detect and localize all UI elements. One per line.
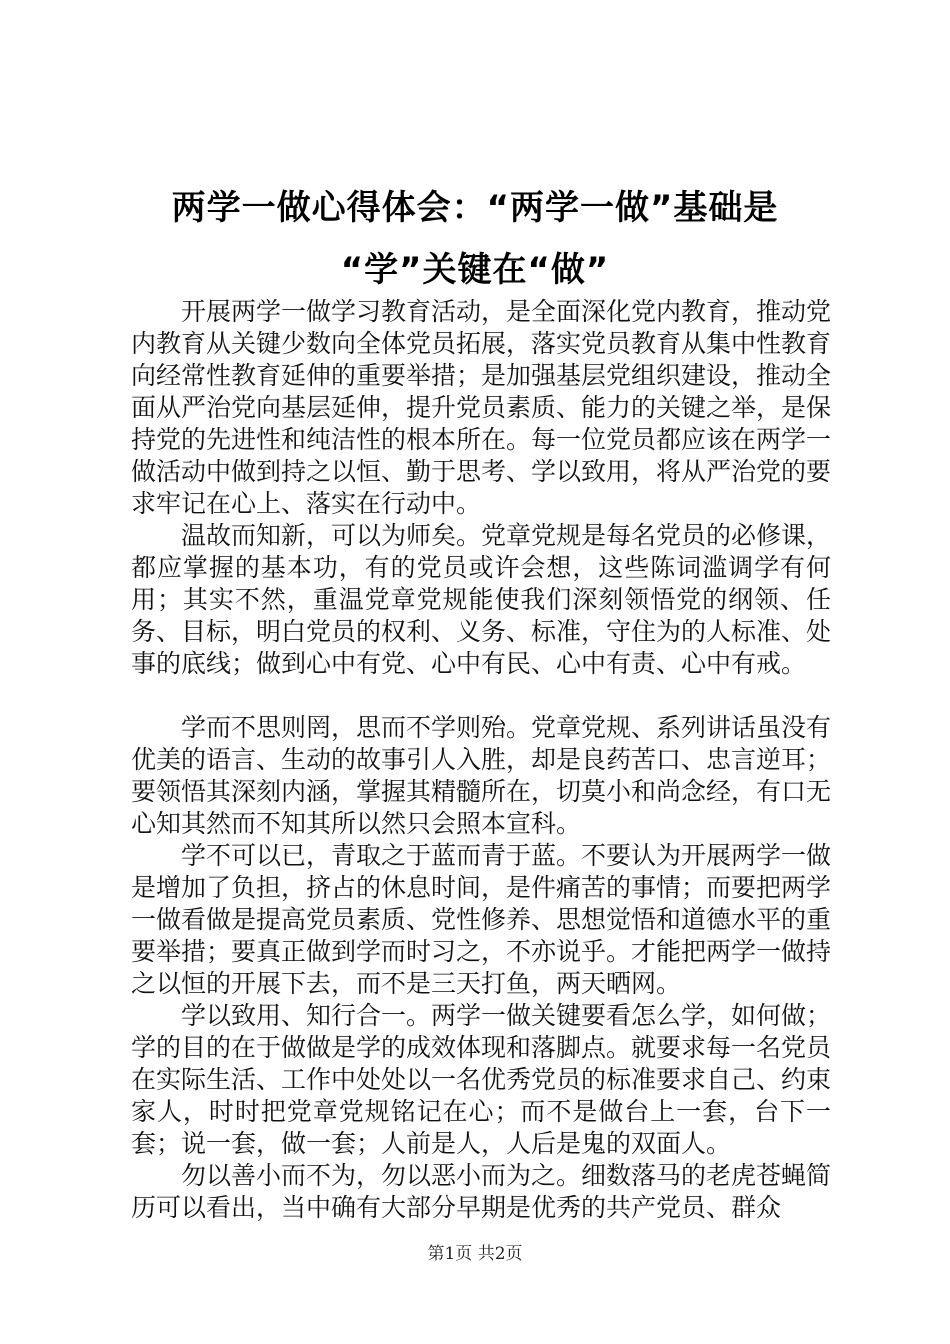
page-number-footer: 第1页 共2页 <box>427 1244 523 1264</box>
paragraph-4: 学不可以已，青取之于蓝而青于蓝。不要认为开展两学一做是增加了负担，挤占的休息时间，是件痛苦的事情；而要把两学一做看做是提高党员素质、党性修养、思想觉悟和道德水平的重要举措；要真正做到学而时习之，不亦说乎。才能把两学一做持之以恒的开展下去，而不是三天打鱼，两天晒网。 <box>131 841 832 998</box>
paragraph-5: 学以致用、知行合一。两学一做关键要看怎么学，如何做；学的目的在于做做是学的成效体现和落脚点。就要求每一名党员在实际生活、工作中处处以一名优秀党员的标准要求自己、约束家人，时时把党章党规铭记在心；而不是做台上一套，台下一套；说一套，做一套；人前是人，人后是鬼的双面人。 <box>131 1001 832 1158</box>
paragraph-1: 开展两学一做学习教育活动，是全面深化党内教育，推动党内教育从关键少数向全体党员拓展，落实党员教育从集中性教育向经常性教育延伸的重要举措；是加强基层党组织建设，推动全面从严治党向基层延伸，提升党员素质、能力的关键之举，是保持党的先进性和纯洁性的根本所在。每一位党员都应该在两学一做活动中做到持之以恒、勤于思考、学以致用，将从严治党的要求牢记在心上、落实在行动中。 <box>131 297 832 518</box>
paragraph-6: 勿以善小而不为，勿以恶小而为之。细数落马的老虎苍蝇简历可以看出，当中确有大部分早期是优秀的共产党员、群众 <box>131 1161 832 1222</box>
document-title-line-2: “学”关键在“做” <box>340 250 610 290</box>
document-body <box>131 296 831 1224</box>
paragraph-2: 温故而知新，可以为师矣。党章党规是每名党员的必修课，都应掌握的基本功，有的党员或许会想，这些陈词滥调学有何用；其实不然，重温党章党规能使我们深刻领悟党的纲领、任务、目标，明白党员的权利、义务、标准，守住为的人标准、处事的底线；做到心中有党、心中有民、心中有责、心中有戒。 <box>131 521 832 678</box>
paragraph-3: 学而不思则罔，思而不学则殆。党章党规、系列讲话虽没有优美的语言、生动的故事引人入胜，却是良药苦口、忠言逆耳；要领悟其深刻内涵，掌握其精髓所在，切莫小和尚念经，有口无心知其然而不知其所以然只会照本宣科。 <box>131 713 832 838</box>
document-title-line-1: 两学一做心得体会：“两学一做”基础是 <box>171 188 779 228</box>
